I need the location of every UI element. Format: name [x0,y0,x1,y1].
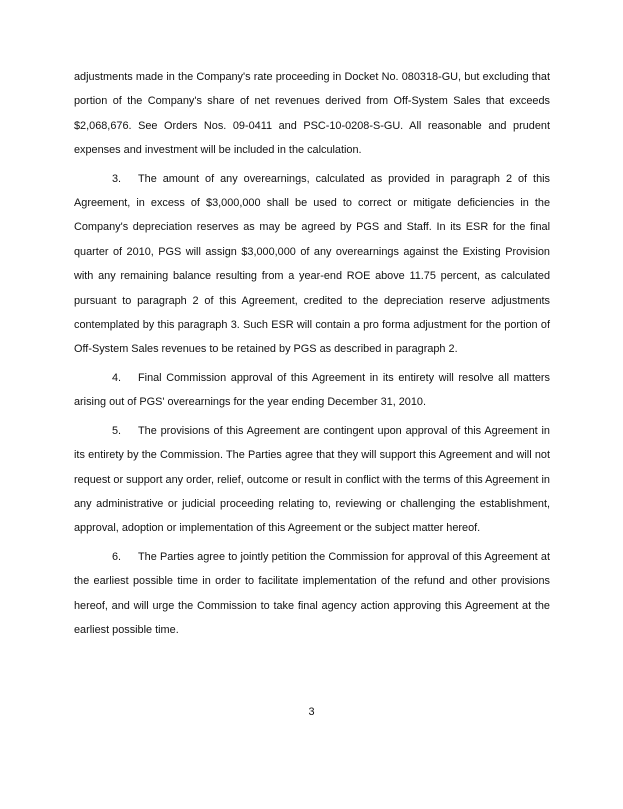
paragraph-text: adjustments made in the Company's rate proceeding in Docket No. 080318-GU, but excluding that portion of the Company's share of net revenues derived from Off-System Sales that exceeds $2,068,676. See Orders Nos. 09-0411 and PSC-10-0208-S-GU. All reasonable and prudent expenses and investment will be included in the calculation. [74,71,550,157]
paragraph-continuation [74,65,550,163]
paragraph-3 [74,167,550,362]
paragraph-text: The provisions of this Agreement are contingent upon approval of this Agreement in its entirety by the Commission. The Parties agree that they will support this Agreement and will not request or support any order, relief, outcome or result in conflict with the terms of this Agreement in any administrative or judicial proceeding relating to, reviewing or challenging the establishment, approval, adoption or implementation of this Agreement or the subject matter hereof. [74,424,550,535]
paragraph-text: Final Commission approval of this Agreement in its entirety will resolve all matters arising out of PGS' overearnings for the year ending December 31, 2010. [74,371,550,409]
paragraph-number: 3. [112,172,122,185]
document-body [74,65,550,642]
page-number: 3 [308,706,315,718]
paragraph-6 [74,545,550,643]
paragraph-text: The Parties agree to jointly petition the Commission for approval of this Agreement at the earliest possible time in order to facilitate implementation of the refund and other provisions hereof, and will urge the Commission to take final agency action approving this Agreement at the earliest possible time. [74,550,550,636]
paragraph-text: The amount of any overearnings, calculated as provided in paragraph 2 of this Agreement, in excess of $3,000,000 shall be used to correct or mitigate deficiencies in the Company's depreciation reserves as may be agreed by PGS and Staff. In its ESR for the final quarter of 2010, PGS will assign $3,000,000 of any overearnings against the Existing Provision with any remaining balance resulting from a year-end ROE above 11.75 percent, as calculated pursuant to paragraph 2 of this Agreement, credited to the depreciation reserve adjustments contemplated by this paragraph 3. Such ESR will contain a pro forma adjustment for the portion of Off-System Sales revenues to be retained by PGS as described in paragraph 2. [74,172,550,356]
paragraph-5 [74,419,550,541]
paragraph-number: 5. [112,424,122,437]
paragraph-4 [74,366,550,415]
paragraph-number: 6. [112,550,122,563]
paragraph-number: 4. [112,371,122,384]
